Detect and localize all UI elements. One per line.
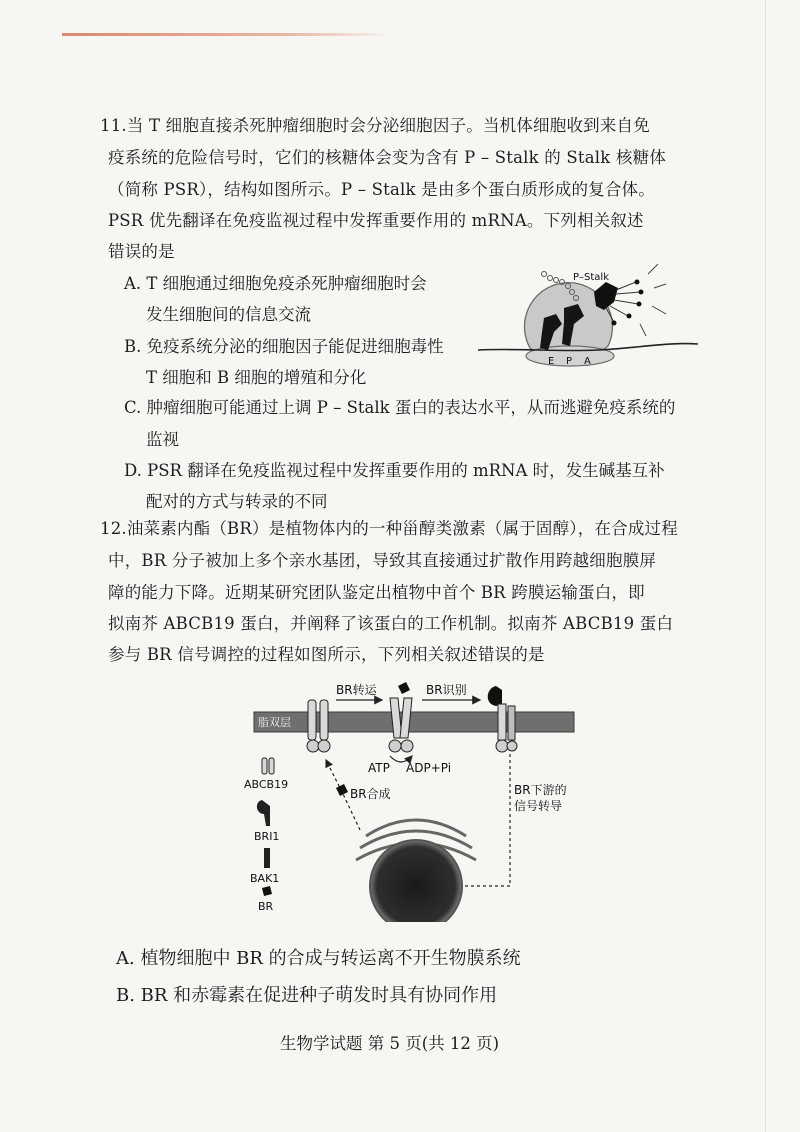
q12-line-2: 中，BR 分子被加上多个亲水基团，导致其直接通过扩散作用跨越细胞膜屏 [108,551,657,570]
br-transport-label: BR转运 [336,683,377,697]
q11-option-b[interactable]: B. 免疫系统分泌的细胞因子能促进细胞毒性 [124,337,444,356]
signal-rays [640,264,666,336]
q11-option-a-cont: 发生细胞间的信息交流 [146,305,311,324]
br-recognition-label: BR识别 [426,683,467,697]
q12-line-3: 障的能力下降。近期某研究团队鉴定出植物中首个 BR 跨膜运输蛋白，即 [108,583,645,602]
q12-line-4: 拟南芥 ABCB19 蛋白，并阐释了该蛋白的工作机制。拟南芥 ABCB19 蛋白 [108,614,674,633]
br-synthesis-label: BR合成 [350,787,391,801]
q12-option-a[interactable]: A. 植物细胞中 BR 的合成与转运离不开生物膜系统 [116,948,521,969]
abcb19-transporter-2 [389,698,413,752]
br-molecule-transported [398,682,410,694]
page-edge [765,0,766,1132]
adp-label: ADP+Pi [406,761,452,775]
q12-line-5: 参与 BR 信号调控的过程如图所示，下列相关叙述错误的是 [108,645,545,664]
q11-option-c[interactable]: C. 肿瘤细胞可能通过上调 P – Stalk 蛋白的表达水平，从而逃避免疫系统的 [124,398,676,417]
site-a-label: A [584,356,591,367]
downstream-label-1: BR下游的 [514,783,567,797]
q11-option-a[interactable]: A. T 细胞通过细胞免疫杀死肿瘤细胞时会 [124,274,427,293]
q11-line-1: 11.当 T 细胞直接杀死肿瘤细胞时会分泌细胞因子。当机体细胞收到来自免 [100,116,650,135]
scan-artifact-line [62,33,392,36]
q12-line-1: 12.油菜素内酯（BR）是植物体内的一种甾醇类激素（属于固醇），在合成过程 [100,519,678,538]
q11-line-5: 错误的是 [108,242,175,261]
legend-br: BR [258,900,274,913]
br-molecule-synth [336,784,348,796]
p-stalk-label: P–Stalk [573,272,609,283]
q12-number: 12. [100,519,127,538]
q11-line-2: 疫系统的危险信号时，它们的核糖体会变为含有 P – Stalk 的 Stalk 核糖体 [108,148,667,167]
site-p-label: P [566,356,573,367]
downstream-signal-path [450,754,510,886]
q11-option-c-cont: 监视 [146,430,179,449]
membrane-label: 脂双层 [258,716,291,729]
p-stalk-protein [594,282,618,310]
atp-label: ATP [368,761,390,775]
legend-abcb19: ABCB19 [244,778,289,791]
q11-number: 11. [100,116,127,135]
lipid-bilayer [254,712,574,732]
nucleus [370,840,462,922]
q12-option-b[interactable]: B. BR 和赤霉素在促进种子萌发时具有协同作用 [116,985,498,1006]
q11-option-d[interactable]: D. PSR 翻译在免疫监视过程中发挥重要作用的 mRNA 时，发生碱基互补 [124,461,665,480]
q11-line-4: PSR 优先翻译在免疫监视过程中发挥重要作用的 mRNA。下列相关叙述 [108,211,644,230]
q11-line-3: （简称 PSR），结构如图所示。P – Stalk 是由多个蛋白质形成的复合体。 [108,180,655,199]
downstream-label-2: 信号转导 [514,799,563,813]
legend-bri1: BRI1 [254,830,280,843]
q11-option-d-cont: 配对的方式与转录的不同 [146,492,328,511]
figure-legend [244,758,288,913]
page-footer: 生物学试题 第 5 页(共 12 页) [280,1034,500,1053]
site-e-label: E [548,356,555,367]
ribosome-figure [478,258,698,368]
br-signaling-figure [240,676,580,922]
legend-bak1: BAK1 [250,872,280,885]
q11-option-b-cont: T 细胞和 B 细胞的增殖和分化 [146,368,367,387]
